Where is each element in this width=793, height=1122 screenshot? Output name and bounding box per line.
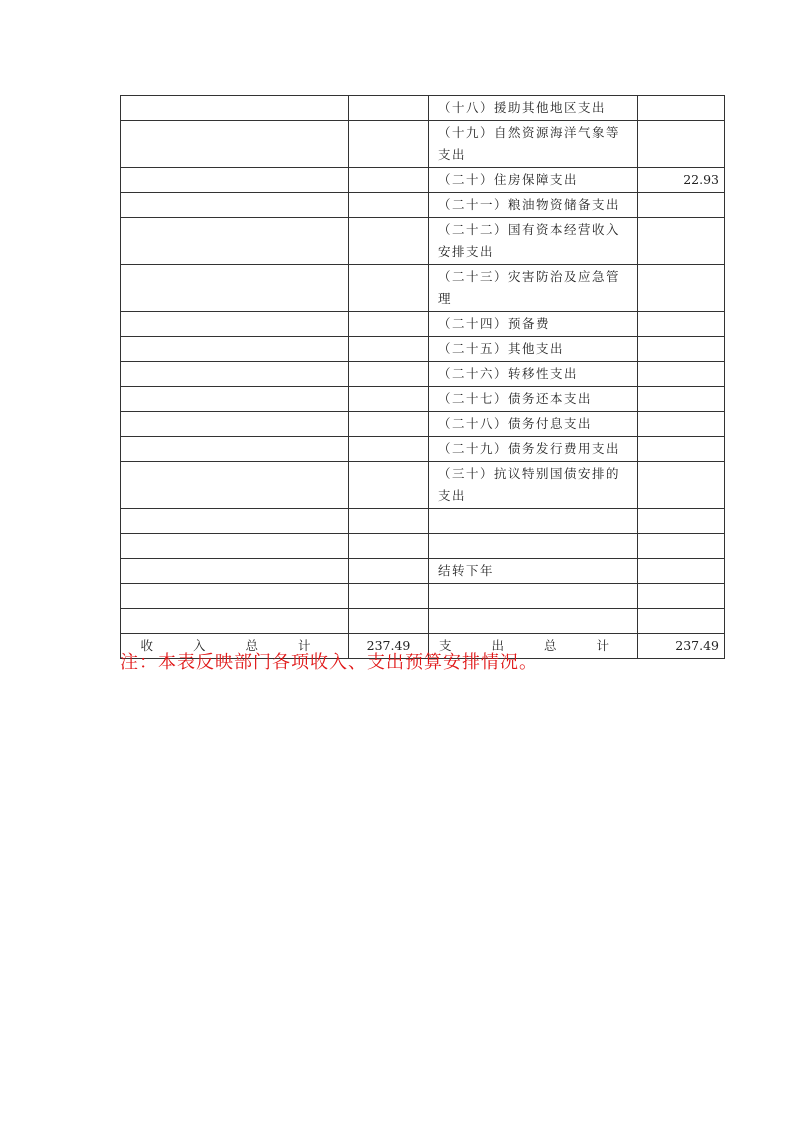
table-row — [121, 609, 725, 634]
table-row — [121, 265, 725, 312]
income-item-cell — [121, 534, 349, 559]
expense-total-value: 237.49 — [638, 634, 725, 659]
income-item-cell — [121, 193, 349, 218]
income-amount-cell — [349, 337, 429, 362]
income-amount-cell — [349, 193, 429, 218]
income-item-cell — [121, 559, 349, 584]
income-item-cell — [121, 121, 349, 168]
income-amount-cell — [349, 362, 429, 387]
income-amount-cell — [349, 609, 429, 634]
expense-item-cell: （二十二）国有资本经营收入安排支出 — [429, 218, 638, 265]
income-amount-cell — [349, 312, 429, 337]
expense-total-label: 支 出 总 计 — [429, 634, 638, 659]
income-amount-cell — [349, 462, 429, 509]
expense-amount-cell — [638, 437, 725, 462]
expense-amount-cell — [638, 412, 725, 437]
expense-amount-cell — [638, 462, 725, 509]
table-row — [121, 312, 725, 337]
table-note: 注：本表反映部门各项收入、支出预算安排情况。 — [120, 652, 538, 673]
expense-item-cell — [429, 584, 638, 609]
expense-item-cell: （二十六）转移性支出 — [429, 362, 638, 387]
income-amount-cell — [349, 412, 429, 437]
income-item-cell — [121, 362, 349, 387]
income-amount-cell — [349, 509, 429, 534]
income-amount-cell — [349, 534, 429, 559]
expense-amount-cell — [638, 387, 725, 412]
expense-amount-cell — [638, 265, 725, 312]
table-row — [121, 584, 725, 609]
expense-item-cell — [429, 609, 638, 634]
table-row — [121, 437, 725, 462]
income-amount-cell — [349, 437, 429, 462]
table-row — [121, 509, 725, 534]
expense-item-cell: （二十五）其他支出 — [429, 337, 638, 362]
carry-forward-cell: 结转下年 — [429, 559, 638, 584]
table-row — [121, 337, 725, 362]
income-amount-cell — [349, 559, 429, 584]
expense-amount-cell — [638, 96, 725, 121]
income-item-cell — [121, 509, 349, 534]
table-row — [121, 193, 725, 218]
income-item-cell — [121, 462, 349, 509]
income-item-cell — [121, 265, 349, 312]
table-row — [121, 462, 725, 509]
income-item-cell — [121, 609, 349, 634]
expense-item-cell — [429, 509, 638, 534]
income-amount-cell — [349, 96, 429, 121]
income-item-cell — [121, 168, 349, 193]
income-amount-cell — [349, 121, 429, 168]
budget-table — [120, 95, 725, 659]
expense-amount-cell: 22.93 — [638, 168, 725, 193]
expense-item-cell: （二十九）债务发行费用支出 — [429, 437, 638, 462]
table-row — [121, 412, 725, 437]
income-item-cell — [121, 437, 349, 462]
expense-item-cell: （三十）抗议特别国债安排的支出 — [429, 462, 638, 509]
expense-item-cell: （十九）自然资源海洋气象等支出 — [429, 121, 638, 168]
income-amount-cell — [349, 218, 429, 265]
table-row — [121, 121, 725, 168]
income-amount-cell — [349, 168, 429, 193]
table-row — [121, 96, 725, 121]
expense-item-cell: （二十）住房保障支出 — [429, 168, 638, 193]
income-amount-cell — [349, 265, 429, 312]
expense-item-cell: （二十一）粮油物资储备支出 — [429, 193, 638, 218]
income-item-cell — [121, 218, 349, 265]
expense-amount-cell — [638, 218, 725, 265]
expense-item-cell: （二十八）债务付息支出 — [429, 412, 638, 437]
table-row — [121, 362, 725, 387]
expense-amount-cell — [638, 559, 725, 584]
income-item-cell — [121, 337, 349, 362]
income-item-cell — [121, 312, 349, 337]
income-item-cell — [121, 96, 349, 121]
expense-item-cell: （二十四）预备费 — [429, 312, 638, 337]
expense-amount-cell — [638, 193, 725, 218]
expense-amount-cell — [638, 337, 725, 362]
expense-amount-cell — [638, 312, 725, 337]
expense-amount-cell — [638, 584, 725, 609]
table-row — [121, 559, 725, 584]
expense-item-cell: （十八）援助其他地区支出 — [429, 96, 638, 121]
expense-item-cell: （二十三）灾害防治及应急管理 — [429, 265, 638, 312]
income-item-cell — [121, 412, 349, 437]
income-amount-cell — [349, 584, 429, 609]
table-row — [121, 534, 725, 559]
expense-amount-cell — [638, 609, 725, 634]
expense-amount-cell — [638, 362, 725, 387]
income-amount-cell — [349, 387, 429, 412]
income-total-label: 收 入 总 计 — [121, 634, 349, 659]
table-row — [121, 168, 725, 193]
expense-item-cell: （二十七）债务还本支出 — [429, 387, 638, 412]
expense-item-cell — [429, 534, 638, 559]
expense-amount-cell — [638, 121, 725, 168]
income-item-cell — [121, 387, 349, 412]
expense-amount-cell — [638, 534, 725, 559]
income-item-cell — [121, 584, 349, 609]
table-row — [121, 218, 725, 265]
expense-amount-cell — [638, 509, 725, 534]
table-row — [121, 387, 725, 412]
income-total-value: 237.49 — [349, 634, 429, 659]
